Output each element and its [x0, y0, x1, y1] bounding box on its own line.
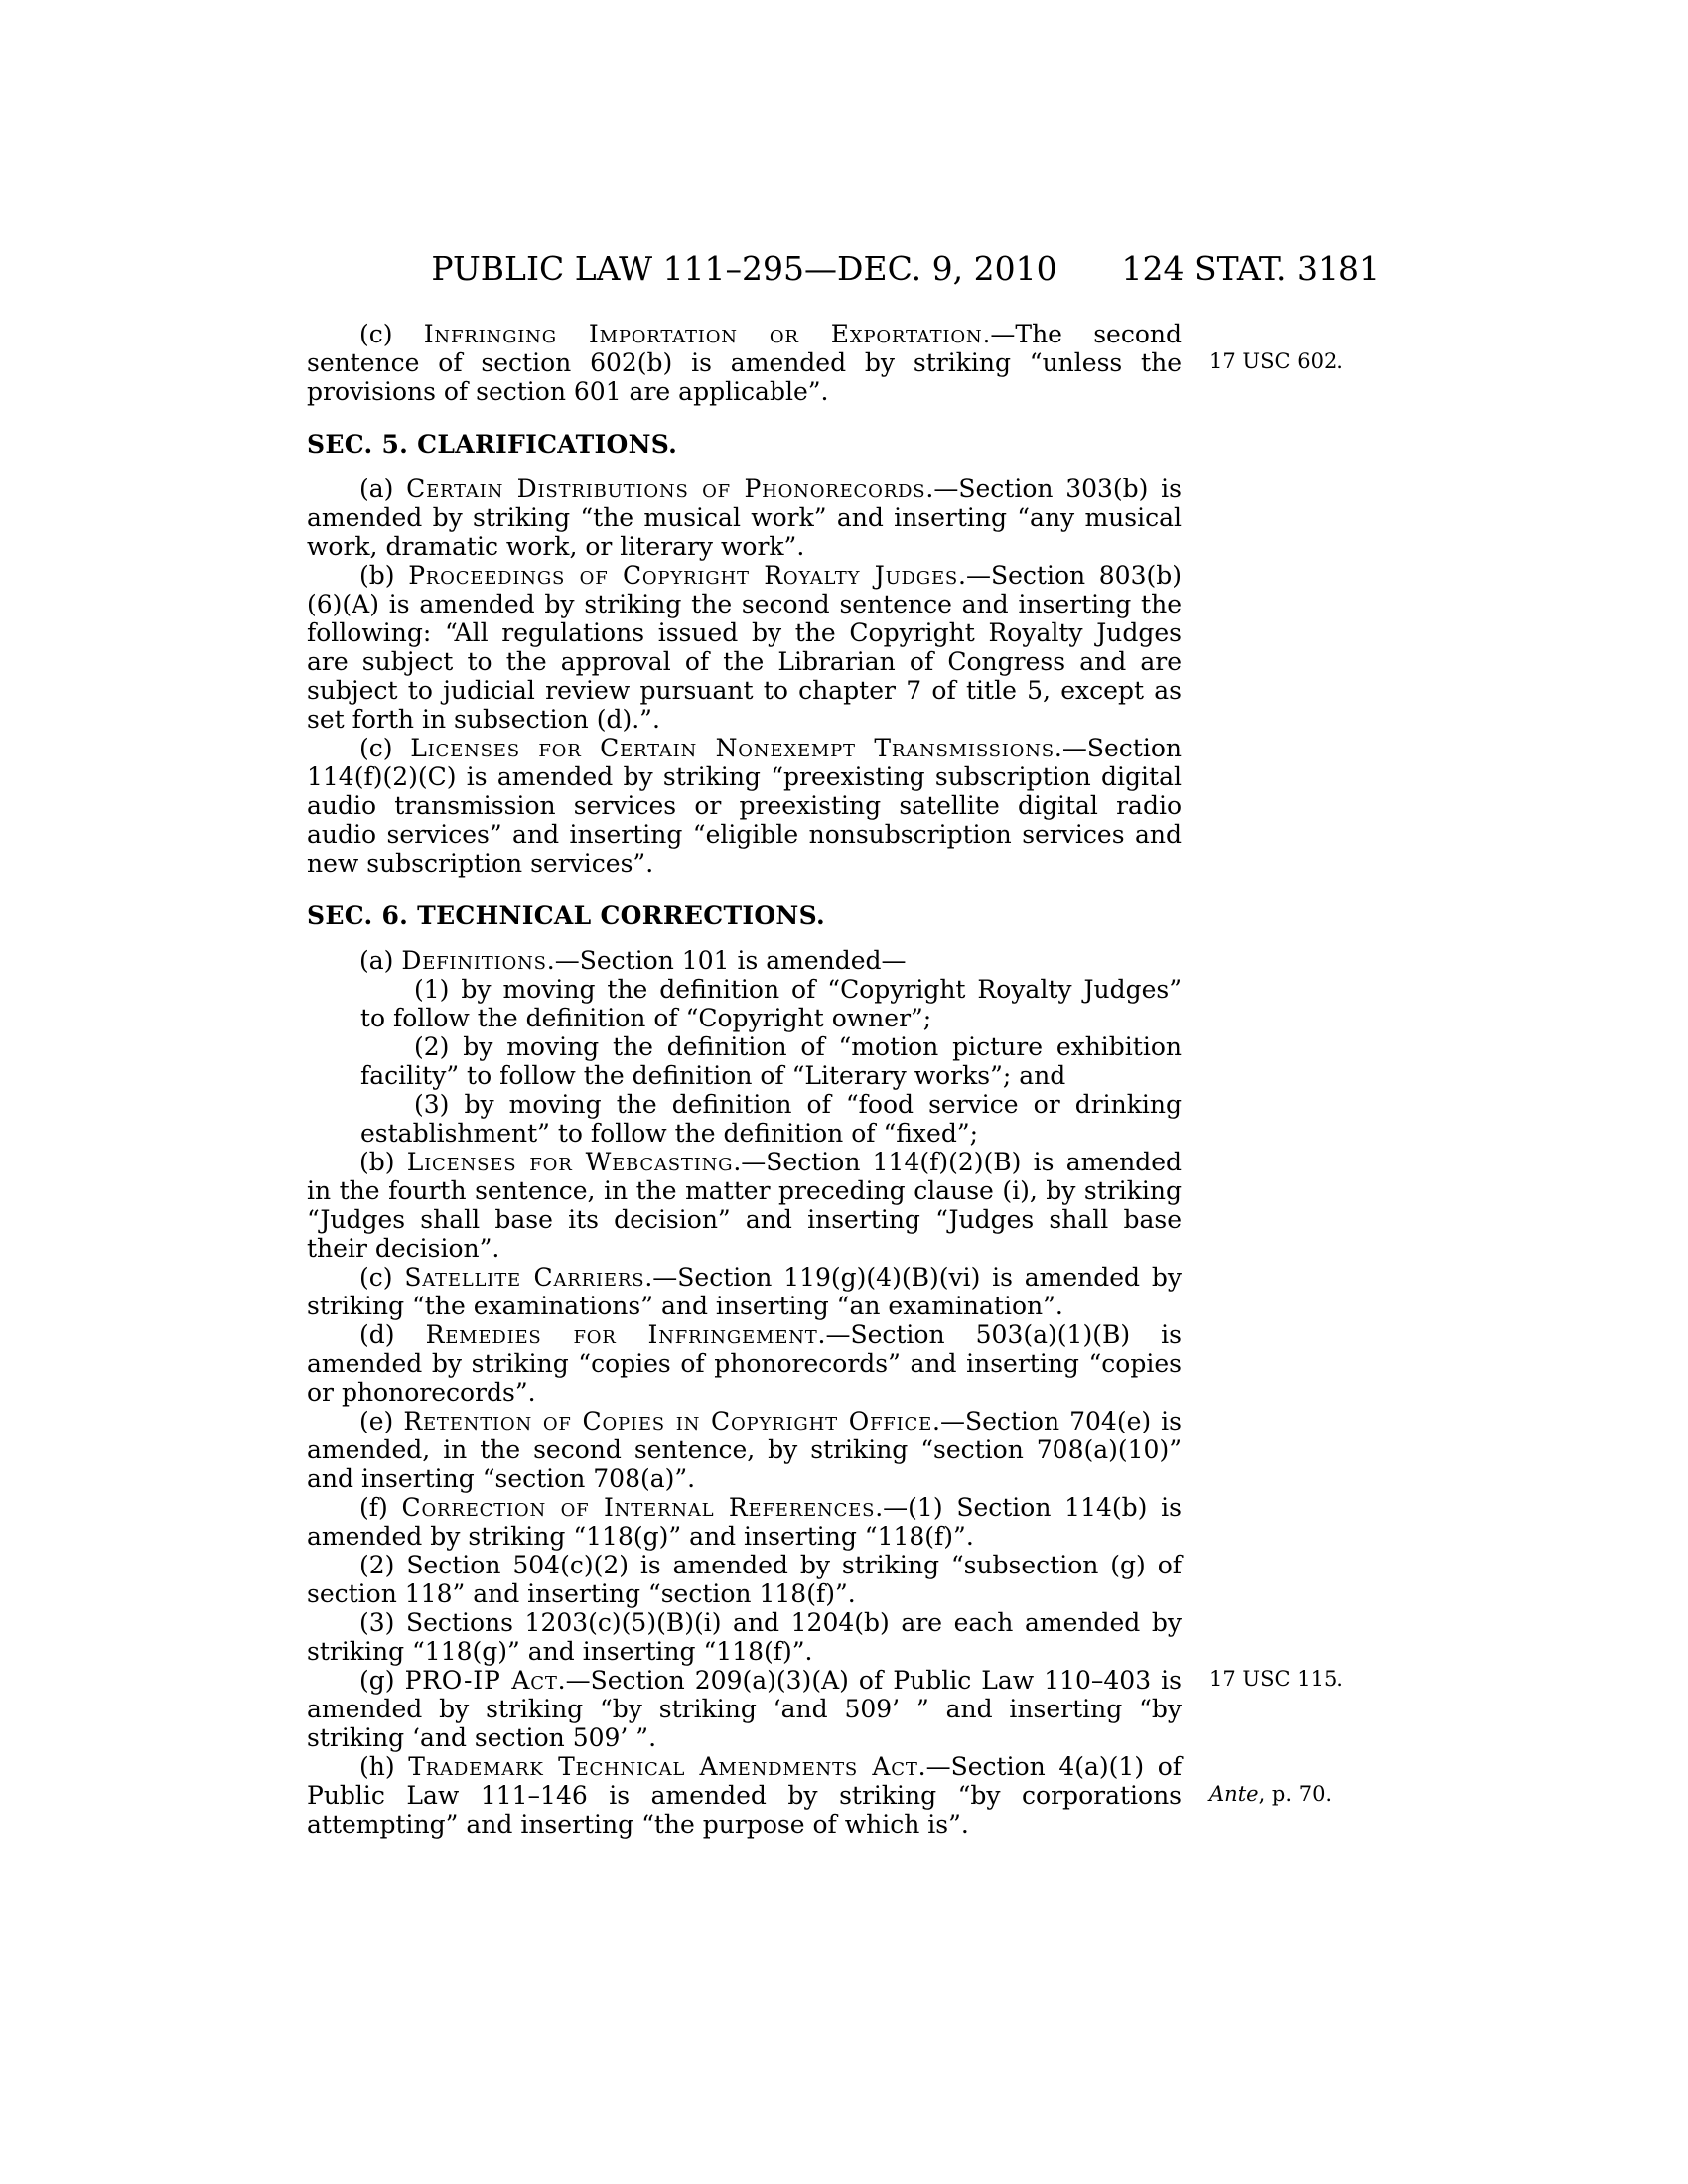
- margin-note-usc-602: 17 USC 602.: [1209, 349, 1343, 373]
- heading-separator: .—: [982, 320, 1016, 348]
- heading-separator: .—: [917, 1752, 951, 1781]
- paragraph-heading: Retention of Copies in Copyright Office: [403, 1407, 933, 1435]
- para-licenses-nonexempt: [307, 734, 1182, 878]
- paragraph-label: (b): [359, 1148, 407, 1176]
- paragraph-label: (c): [359, 1263, 405, 1292]
- ante-rest: , p. 70.: [1258, 1782, 1333, 1806]
- paragraph-heading: PRO-IP Act: [404, 1666, 558, 1695]
- page-title: PUBLIC LAW 111–295—DEC. 9, 2010: [431, 249, 1057, 288]
- statute-body: [307, 320, 1343, 1839]
- paragraph-label: (a): [359, 475, 407, 503]
- para-licenses-webcasting: [307, 1148, 1182, 1263]
- paragraph-body: (1) Section 114(b) is amended by striking “118(g)” and inserting “118(f)”.: [307, 1493, 1182, 1551]
- paragraph-label: (2): [414, 1032, 464, 1061]
- para-certain-distributions: [307, 475, 1182, 561]
- heading-separator: .—: [1054, 734, 1087, 762]
- paragraph-body: Section 803(b)(6)(A) is amended by striking the second sentence and inserting the following: “All regulations issued by the Copyright Royalty Judges are subject to the approval of the Librarian of Congress and are subject to judicial review pursuant to chapter 7 of title 5, except as set forth in subsection (d).”.: [307, 561, 1182, 734]
- paragraph-label: (c): [359, 734, 411, 762]
- paragraph-heading: Trademark Technical Amendments Act: [408, 1752, 918, 1781]
- paragraph-label: (2): [359, 1551, 407, 1579]
- subpara-definitions-2: [360, 1032, 1182, 1090]
- paragraph-label: (f): [359, 1493, 402, 1522]
- heading-separator: .—: [958, 561, 991, 590]
- paragraph-heading: Licenses for Webcasting: [406, 1148, 734, 1176]
- paragraph-heading: Certain Distributions of Phonorecords: [406, 475, 926, 503]
- heading-separator: .—: [557, 1666, 591, 1695]
- paragraph-body: Section 504(c)(2) is amended by striking “subsection (g) of section 118” and inserting “section 118(f)”.: [307, 1551, 1183, 1608]
- paragraph-label: (h): [359, 1752, 409, 1781]
- paragraph-heading: Remedies for Infringement: [425, 1320, 818, 1349]
- paragraph-label: (b): [359, 561, 409, 590]
- para-correction-references: [307, 1493, 1182, 1551]
- paragraph-label: (3): [414, 1090, 465, 1119]
- paragraph-body: Section 114(f)(2)(B) is amended in the fourth sentence, in the matter preceding clause (i), by striking “Judges shall base its decision” and inserting “Judges shall base their decision”.: [307, 1148, 1183, 1263]
- paragraph-label: (g): [359, 1666, 405, 1695]
- paragraph-body: Section 704(e) is amended, in the second sentence, by striking “section 708(a)(10)” and inserting “section 708(a)”.: [307, 1407, 1182, 1493]
- subpara-definitions-1: [360, 975, 1182, 1032]
- paragraph-heading: Proceedings of Copyright Royalty Judges: [408, 561, 959, 590]
- paragraph-body: Sections 1203(c)(5)(B)(i) and 1204(b) are each amended by striking “118(g)” and inserting “118(f)”.: [307, 1608, 1183, 1666]
- heading-separator: .—: [817, 1320, 851, 1349]
- sec-6-heading: SEC. 6. TECHNICAL CORRECTIONS.: [307, 901, 826, 930]
- sec-5-heading: SEC. 5. CLARIFICATIONS.: [307, 430, 678, 459]
- para-pro-ip-act: [307, 1666, 1343, 1752]
- paragraph-body: Section 4(a)(1) of Public Law 111–146 is amended by striking “by corporations attempting” and inserting “the purpose of which is”.: [307, 1752, 1183, 1839]
- paragraph-body: by moving the definition of “motion picture exhibition facility” to follow the definition of “Literary works”; and: [360, 1032, 1182, 1090]
- heading-separator: .—: [875, 1493, 909, 1522]
- paragraph-body: Section 503(a)(1)(B) is amended by striking “copies of phonorecords” and inserting “copies or phonorecords”.: [307, 1320, 1182, 1407]
- paragraph-heading: Definitions: [401, 946, 547, 975]
- stat-page-number: 124 STAT. 3181: [1121, 249, 1380, 288]
- heading-separator: .—: [644, 1263, 678, 1292]
- paragraph-label: (e): [359, 1407, 404, 1435]
- para-correction-3: [307, 1608, 1182, 1666]
- para-definitions: [307, 946, 1182, 975]
- paragraph-heading: Correction of Internal References: [401, 1493, 876, 1522]
- paragraph-heading: Infringing Importation or Exportation: [423, 320, 983, 348]
- para-proceedings-royalty-judges: [307, 561, 1182, 734]
- para-satellite-carriers: [307, 1263, 1182, 1320]
- paragraph-label: (c): [359, 320, 424, 348]
- heading-separator: .—: [733, 1148, 767, 1176]
- paragraph-body: Section 114(f)(2)(C) is amended by striking “preexisting subscription digital audio transmission services or preexisting satellite digital radio audio services” and inserting “eligible nonsubscription services and new subscription services”.: [307, 734, 1182, 878]
- heading-separator: .—: [546, 946, 580, 975]
- paragraph-label: (a): [359, 946, 402, 975]
- paragraph-body: Section 119(g)(4)(B)(vi) is amended by striking “the examinations” and inserting “an examination”.: [307, 1263, 1182, 1320]
- para-infringing-importation: [307, 320, 1343, 406]
- paragraph-label: (1): [414, 975, 462, 1004]
- paragraph-body: Section 101 is amended—: [579, 946, 907, 975]
- paragraph-body: Section 303(b) is amended by striking “the musical work” and inserting “any musical work, dramatic work, or literary work”.: [307, 475, 1182, 561]
- para-remedies-infringement: [307, 1320, 1182, 1407]
- para-trademark-amendments: [307, 1752, 1333, 1839]
- margin-note-ante-p70: [1209, 1782, 1332, 1807]
- paragraph-label: (d): [359, 1320, 426, 1349]
- paragraph-heading: Licenses for Certain Nonexempt Transmissions: [410, 734, 1055, 762]
- paragraph-body: by moving the definition of “Copyright Royalty Judges” to follow the definition of “Copyright owner”;: [360, 975, 1182, 1032]
- paragraph-body: The second sentence of section 602(b) is amended by striking “unless the provisions of section 601 are applicable”.: [307, 320, 1182, 406]
- paragraph-heading: Satellite Carriers: [404, 1263, 645, 1292]
- paragraph-body: Section 209(a)(3)(A) of Public Law 110–403 is amended by striking “by striking ‘and 509’ ” and inserting “by striking ‘and section 509’ ”.: [307, 1666, 1182, 1752]
- heading-separator: .—: [925, 475, 959, 503]
- subpara-definitions-3: [360, 1090, 1182, 1148]
- paragraph-body: by moving the definition of “food service or drinking establishment” to follow the definition of “fixed”;: [360, 1090, 1183, 1148]
- heading-separator: .—: [932, 1407, 965, 1435]
- para-retention-copies: [307, 1407, 1182, 1493]
- margin-note-usc-115: 17 USC 115.: [1209, 1667, 1343, 1691]
- para-correction-2: [307, 1551, 1182, 1608]
- paragraph-label: (3): [359, 1608, 406, 1637]
- ante-italic: Ante: [1209, 1782, 1259, 1806]
